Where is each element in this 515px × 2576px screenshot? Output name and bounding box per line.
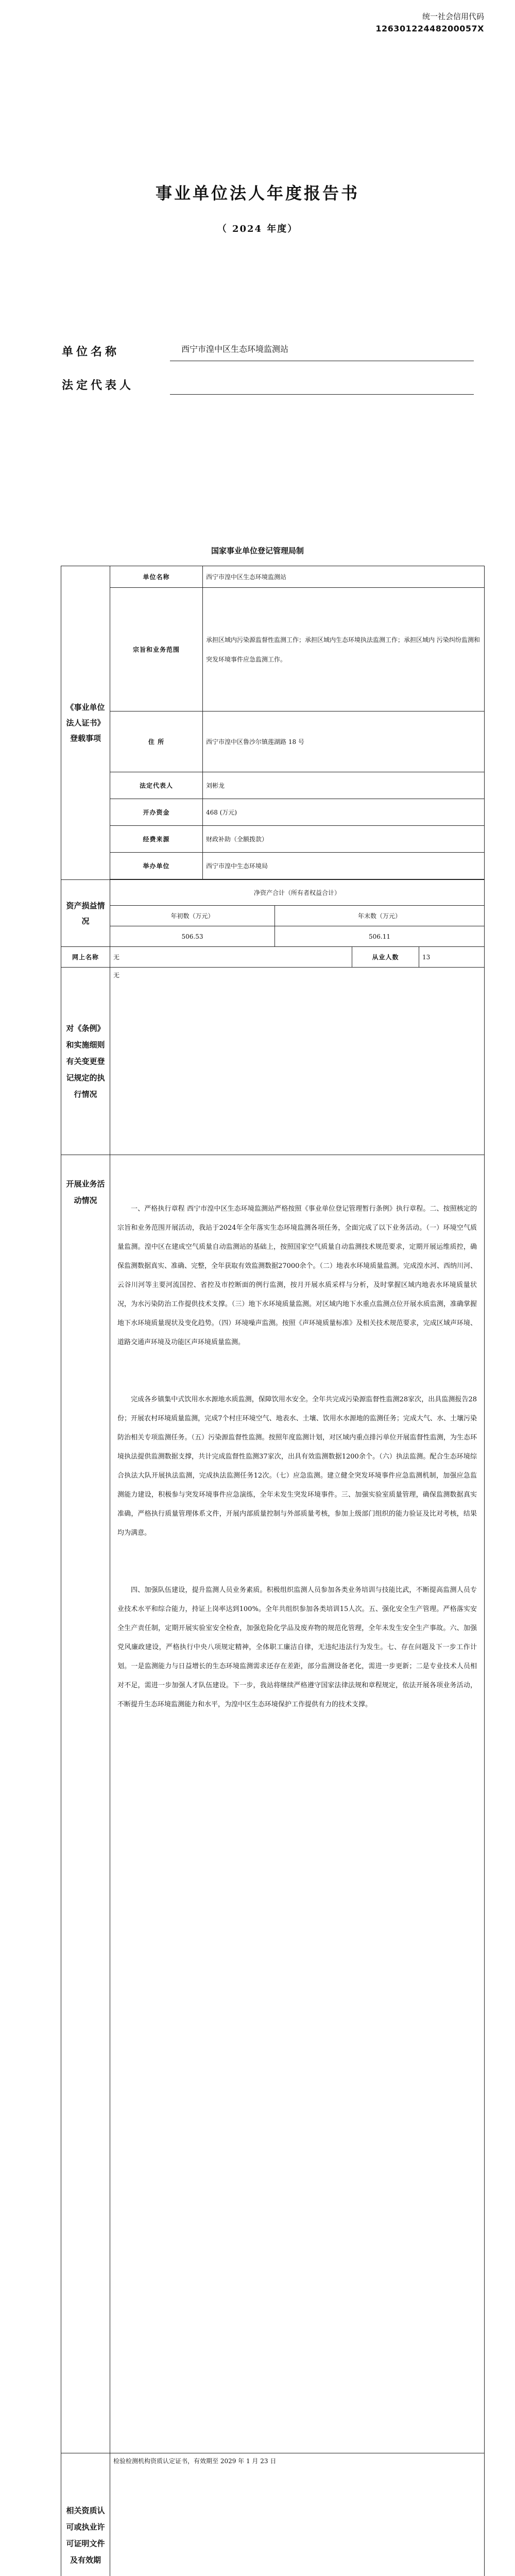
row-web-name <box>61 947 485 968</box>
cover-field-value: 西宁市湟中区生态环境监测站 <box>170 343 474 361</box>
activities-paragraph: 完成各乡镇集中式饮用水水源地水质监测，保障饮用水安全。全年共完成污染源监督性监测28家次，出具监测报告28份；开展农村环境质量监测，完成7个村庄环境空气、地表水、土壤、饮用水水源地的监测任务；完成大气、水、土壤污染防治相关专项监测任务。（五）污染源监督性监测。按照年度监测计划，对区域内重点排污单位开展监督性监测，为生态环境执法提供监测数据支撑，共计完成监督性监测37家次，出具有效监测数据1200余个。（六）执法监测。配合生态环境综合执法大队开展执法监测，完成执法监测任务12次。（七）应急监测。建立健全突发环境事件应急监测机制，加强应急监测能力建设，积极参与突发环境事件应急演练，全年未发生突发环境事件。三、加强实验室质量管理，确保监测数据真实准确，严格执行质量管理体系文件，开展内部质量控制与外部质量考核，参加上级部门组织的能力验证及比对考核，结果均为满意。 <box>117 1396 477 1537</box>
cover-field-value <box>170 377 474 395</box>
scope-label: 宗旨和业务范围 <box>110 588 203 711</box>
staff-value: 13 <box>419 947 485 968</box>
legal-rep-value: 刘彬龙 <box>203 772 485 799</box>
report-title: 事业单位法人年度报告书 <box>155 183 359 203</box>
credit-code-label: 统一社会信用代码 <box>422 12 484 21</box>
year-suffix: 年度） <box>267 224 298 234</box>
row-activities <box>61 1155 485 2453</box>
row-sponsor <box>61 853 485 879</box>
assets-end-value: 506.11 <box>275 926 485 947</box>
unit-name-label: 单位名称 <box>110 566 203 588</box>
permits-label: 相关资质认可或执业许可证明文件及有效期 <box>61 2453 110 2576</box>
credit-code-value: 12630122448200057X <box>375 24 484 33</box>
assets-begin-value: 506.53 <box>110 926 275 947</box>
year-value: 2024 <box>232 224 263 234</box>
row-funding <box>61 826 485 853</box>
section-cert-label: 《事业单位法人证书》登载事项 <box>61 566 110 880</box>
address-label: 住 所 <box>110 711 203 772</box>
row-compliance <box>61 968 485 1155</box>
row-permits <box>61 2453 485 2576</box>
row-capital <box>61 799 485 826</box>
activities-label: 开展业务活动情况 <box>61 1155 110 2453</box>
sponsor-label: 举办单位 <box>110 853 203 879</box>
sponsor-value: 西宁市湟中生态环境局 <box>203 853 485 879</box>
compliance-value: 无 <box>110 968 485 1155</box>
cover-field-label: 单位名称 <box>62 346 120 359</box>
web-name-value: 无 <box>110 947 352 968</box>
report-table <box>61 566 485 2576</box>
assets-label: 资产损益情况 <box>61 880 110 947</box>
assets-header: 净资产合计（所有者权益合计） <box>110 880 485 906</box>
assets-end-label: 年末数（万元） <box>275 906 485 926</box>
address-value: 西宁市湟中区鲁沙尔镇莲湖路 18 号 <box>203 711 485 772</box>
row-unit-name <box>61 566 485 588</box>
activities-paragraph: 四、加强队伍建设，提升监测人员业务素质。积极组织监测人员参加各类业务培训与技能比武，不断提高监测人员专业技术水平和综合能力，持证上岗率达到100%。全年共组织参加各类培训15人次。五、强化安全生产管理。严格落实安全生产责任制，定期开展实验室安全检查，加强危险化学品及废弃物的规范化管理，全年未发生安全生产事故。六、加强党风廉政建设，严格执行中央八项规定精神，全体职工廉洁自律，无违纪违法行为发生。七、存在问题及下一步工作计划。一是监测能力与日益增长的生态环境监测需求还存在差距，部分监测设备老化，需进一步更新；二是专业技术人员相对不足，需进一步加强人才队伍建设。下一步，我站将继续严格遵守国家法律法规和章程规定，依法开展各项业务活动，不断提升生态环境监测能力和水平，为湟中区生态环境保护工作提供有力的技术支撑。 <box>117 1586 477 1708</box>
credit-code-block <box>375 10 484 35</box>
capital-value: 468 (万元) <box>203 799 485 826</box>
row-address <box>61 711 485 772</box>
cover-field-label: 法定代表人 <box>62 379 134 392</box>
funding-label: 经费来源 <box>110 826 203 853</box>
unit-name-value: 西宁市湟中区生态环境监测站 <box>203 566 485 588</box>
assets-begin-label: 年初数（万元） <box>110 906 275 926</box>
row-assets-col-labels <box>61 906 485 926</box>
row-assets-values <box>61 926 485 947</box>
cover-field-legal-rep <box>62 374 474 399</box>
capital-label: 开办资金 <box>110 799 203 826</box>
staff-label: 从业人数 <box>352 947 419 968</box>
activities-paragraph: 一、严格执行章程 西宁市湟中区生态环境监测站严格按照《事业单位登记管理暂行条例》执行章程。二、按照核定的宗旨和业务范围开展活动，我站于2024年全年落实生态环境监测各项任务，全面完成了以下业务活动。（一）环境空气质量监测。湟中区在建成空气质量自动监测站的基础上，按照国家空气质量自动监测技术规范要求，定期开展运维质控，确保监测数据真实、准确、完整，全年获取有效监测数据27000余个。（二）地表水环境质量监测。完成湟水河、西纳川河、云谷川河等主要河流国控、省控及市控断面的例行监测，按月开展水质采样与分析，及时掌握区域内地表水环境质量状况，为水污染防治工作提供技术支撑。（三）地下水环境质量监测。对区域内地下水重点监测点位开展水质监测，准确掌握地下水环境质量现状及变化趋势。（四）环境噪声监测。按照《声环境质量标准》及相关技术规范要求，完成区域声环境、道路交通声环境及功能区声环境质量监测。 <box>117 1205 477 1346</box>
year-open-paren: （ <box>217 224 228 234</box>
report-year <box>0 222 515 235</box>
row-scope <box>61 588 485 711</box>
row-assets-header <box>61 880 485 906</box>
web-name-label: 网上名称 <box>61 947 110 968</box>
registry-title: 国家事业单位登记管理局制 <box>211 546 304 555</box>
cover-field-unit-name <box>62 340 474 366</box>
scope-value: 承担区域内污染源监督性监测工作；承担区域内生态环境执法监测工作；承担区域内 污染纠纷监测和突发环境事件应急监测工作。 <box>203 588 485 711</box>
funding-value: 财政补助（全额拨款） <box>203 826 485 853</box>
compliance-label: 对《条例》和实施细则有关变更登记规定的执行情况 <box>61 968 110 1155</box>
activities-content <box>110 1155 485 2453</box>
row-legal-rep <box>61 772 485 799</box>
permits-value: 检验检测机构资质认定证书，有效期至 2029 年 1 月 23 日 <box>110 2453 485 2576</box>
legal-rep-label: 法定代表人 <box>110 772 203 799</box>
